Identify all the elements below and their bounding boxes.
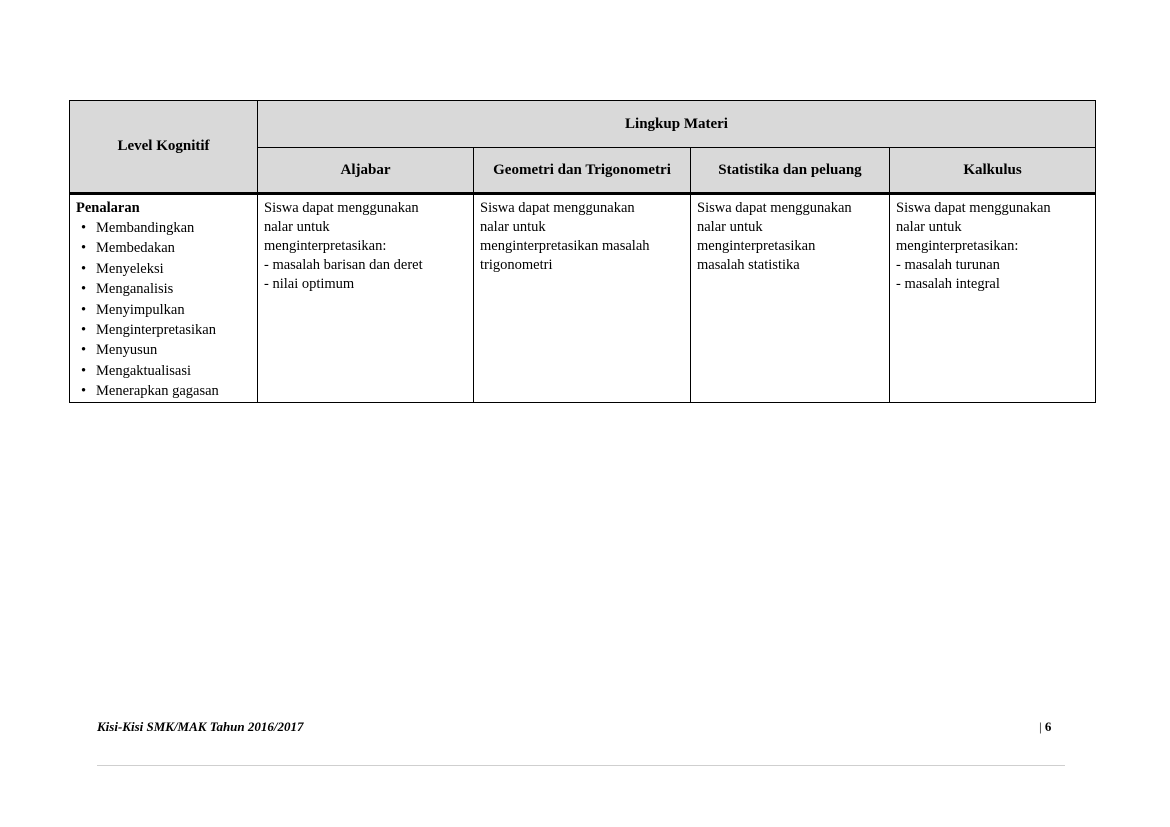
level-title: Penalaran <box>76 200 140 216</box>
cell-geometri-trigonometri <box>474 194 691 403</box>
level-bullet-list <box>76 218 251 402</box>
footer-page-number-block <box>1039 719 1051 735</box>
cell-line: Siswa dapat menggunakan <box>896 200 1051 216</box>
cell-line: Siswa dapat menggunakan <box>264 200 419 216</box>
list-item: • Menerapkan gagasan <box>76 381 251 401</box>
cell-line: - nilai optimum <box>264 276 355 292</box>
cell-line: nalar untuk <box>896 219 962 235</box>
footer-separator: | <box>1039 719 1042 734</box>
list-item: • Menyimpulkan <box>76 300 251 320</box>
footer-document-title: Kisi-Kisi SMK/MAK Tahun 2016/2017 <box>97 719 304 734</box>
cell-line: nalar untuk <box>264 219 330 235</box>
kisi-kisi-table <box>69 100 1096 403</box>
list-item: • Membedakan <box>76 238 251 258</box>
column-header-kalkulus: Kalkulus <box>890 148 1096 194</box>
cell-line: masalah statistika <box>697 257 800 273</box>
cell-line: - masalah integral <box>896 276 1000 292</box>
cell-line: menginterpretasikan <box>697 238 816 254</box>
list-item: • Membandingkan <box>76 218 251 238</box>
page-number: 6 <box>1044 719 1052 734</box>
cell-kalkulus <box>890 194 1096 403</box>
table-row-penalaran <box>70 194 1096 403</box>
cell-line: nalar untuk <box>480 219 546 235</box>
cell-line: Siswa dapat menggunakan <box>480 200 635 216</box>
list-item: • Mengaktualisasi <box>76 361 251 381</box>
footer-divider <box>97 765 1065 766</box>
list-item: • Menginterpretasikan <box>76 320 251 340</box>
cell-line: Siswa dapat menggunakan <box>697 200 852 216</box>
cell-line: - masalah barisan dan deret <box>264 257 423 273</box>
list-item: • Menyusun <box>76 340 251 360</box>
cell-aljabar <box>258 194 474 403</box>
column-header-geometri-trigonometri: Geometri dan Trigonometri <box>474 148 691 194</box>
cell-line: menginterpretasikan: <box>264 238 387 254</box>
cell-line: - masalah turunan <box>896 257 1000 273</box>
cell-line: trigonometri <box>480 257 553 273</box>
cell-statistika-peluang <box>691 194 890 403</box>
level-cell <box>70 194 258 403</box>
level-kognitif-header: Level Kognitif <box>70 101 258 194</box>
lingkup-materi-header: Lingkup Materi <box>258 101 1096 148</box>
list-item: • Menyeleksi <box>76 259 251 279</box>
column-header-statistika-peluang: Statistika dan peluang <box>691 148 890 194</box>
cell-line: menginterpretasikan: <box>896 238 1019 254</box>
column-header-aljabar: Aljabar <box>258 148 474 194</box>
cell-line: menginterpretasikan masalah <box>480 238 650 254</box>
list-item: • Menganalisis <box>76 279 251 299</box>
cell-line: nalar untuk <box>697 219 763 235</box>
